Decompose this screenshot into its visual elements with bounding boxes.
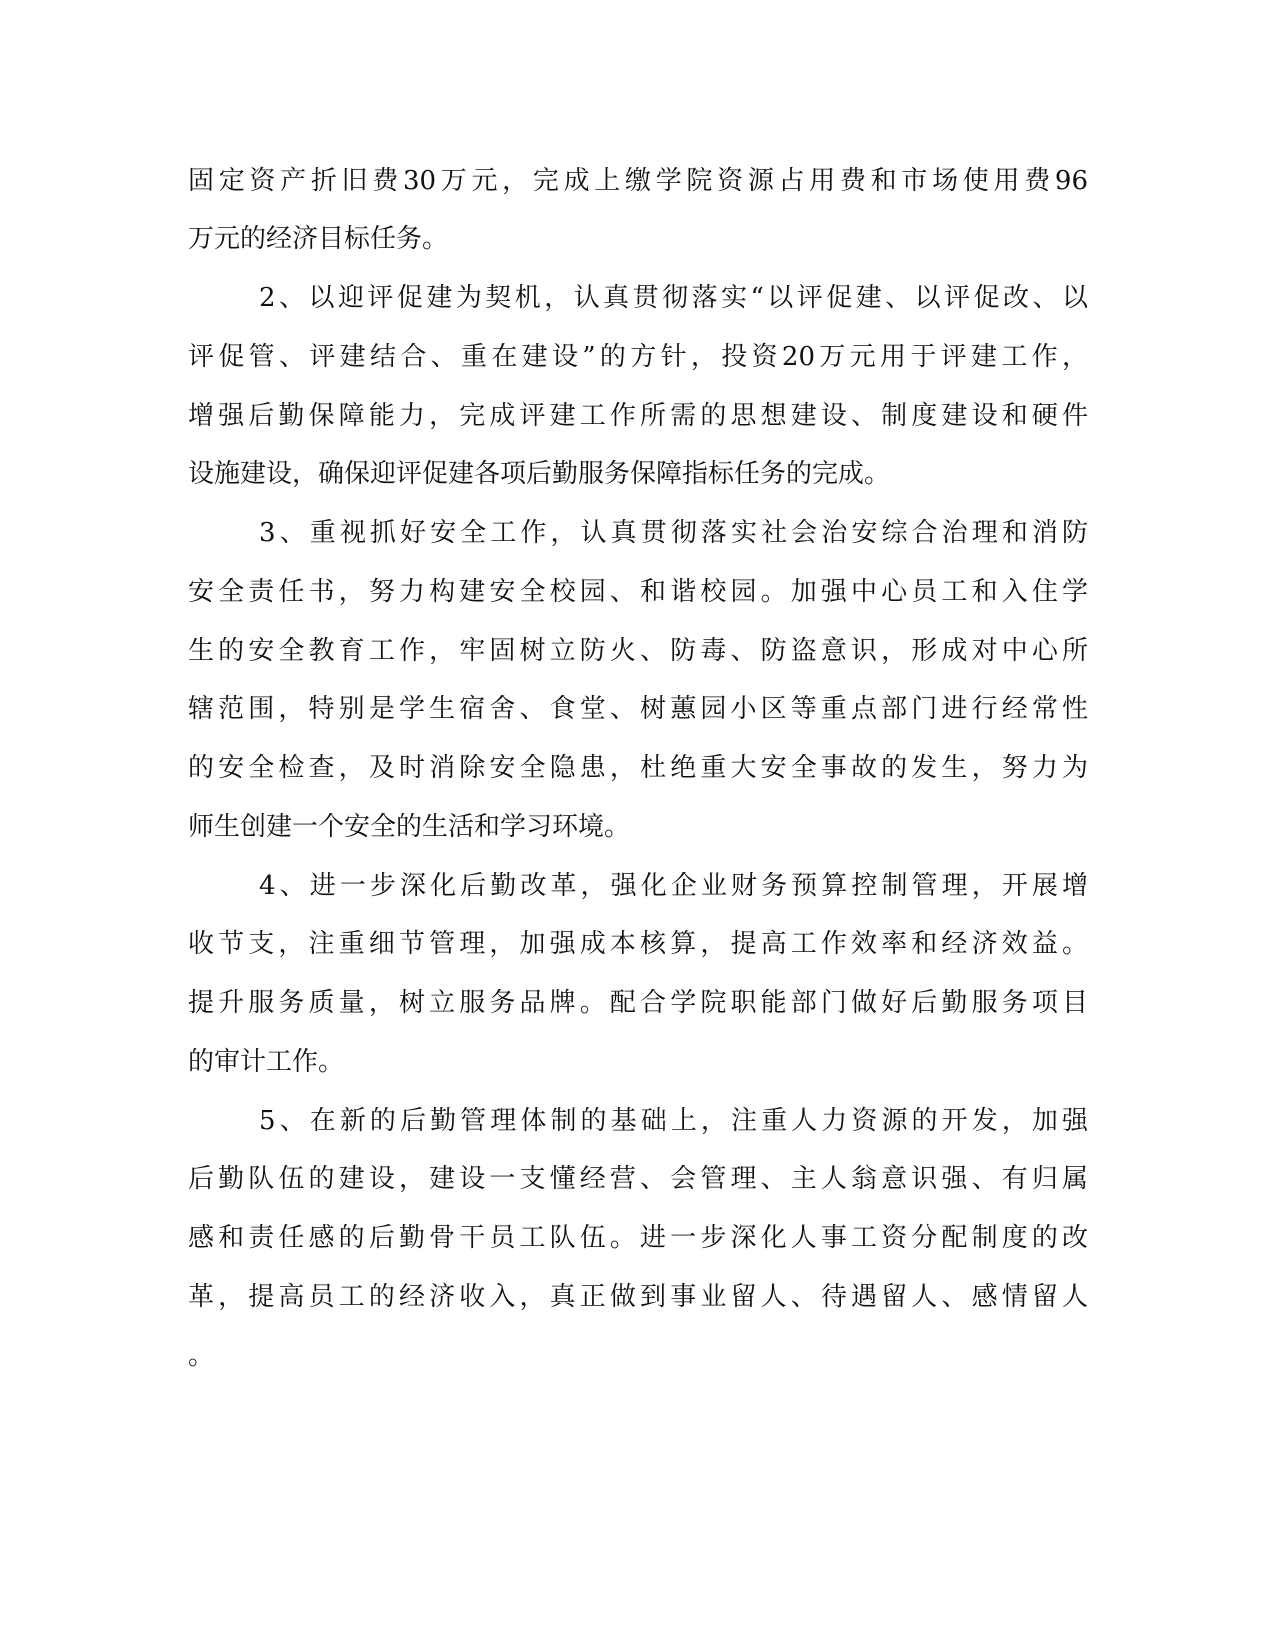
text-line: 的审计工作。 (188, 1047, 345, 1077)
text-line: 评促管、评建结合、重在建设”的方针，投资20万元用于评建工作， (188, 342, 1088, 372)
text-line: 设施建设，确保迎评促建各项后勤服务保障指标任务的完成。 (188, 459, 891, 489)
text-line: 生的安全教育工作，牢固树立防火、防毒、防盗意识，形成对中心所 (188, 636, 1088, 666)
text-line: 提升服务质量，树立服务品牌。配合学院职能部门做好后勤服务项目 (188, 988, 1088, 1018)
text-line: 固定资产折旧费30万元，完成上缴学院资源占用费和市场使用费96 (188, 166, 1088, 196)
paragraph-5-start: 5、在新的后勤管理体制的基础上，注重人力资源的开发，加强 (259, 1106, 1088, 1136)
text-line: 革，提高员工的经济收入，真正做到事业留人、待遇留人、感情留人 (188, 1282, 1088, 1312)
text-line: 的安全检查，及时消除安全隐患，杜绝重大安全事故的发生，努力为 (188, 753, 1088, 783)
text-line: 后勤队伍的建设，建设一支懂经营、会管理、主人翁意识强、有归属 (188, 1164, 1088, 1194)
text-line: 万元的经济目标任务。 (188, 224, 449, 254)
text-line: 收节支，注重细节管理，加强成本核算，提高工作效率和经济效益。 (188, 929, 1088, 959)
paragraph-3-start: 3、重视抓好安全工作，认真贯彻落实社会治安综合治理和消防 (259, 518, 1088, 548)
paragraph-2-start: 2、以迎评促建为契机，认真贯彻落实“以评促建、以评促改、以 (259, 283, 1088, 313)
paragraph-4-start: 4、进一步深化后勤改革，强化企业财务预算控制管理，开展增 (259, 871, 1088, 901)
text-line: 。 (188, 1341, 215, 1371)
text-line: 安全责任书，努力构建安全校园、和谐校园。加强中心员工和入住学 (188, 577, 1088, 607)
text-line: 辖范围，特别是学生宿舍、食堂、树蕙园小区等重点部门进行经常性 (188, 694, 1088, 724)
text-line: 感和责任感的后勤骨干员工队伍。进一步深化人事工资分配制度的改 (188, 1223, 1088, 1253)
text-line: 增强后勤保障能力，完成评建工作所需的思想建设、制度建设和硬件 (188, 401, 1088, 431)
text-line: 师生创建一个安全的生活和学习环境。 (188, 812, 631, 842)
